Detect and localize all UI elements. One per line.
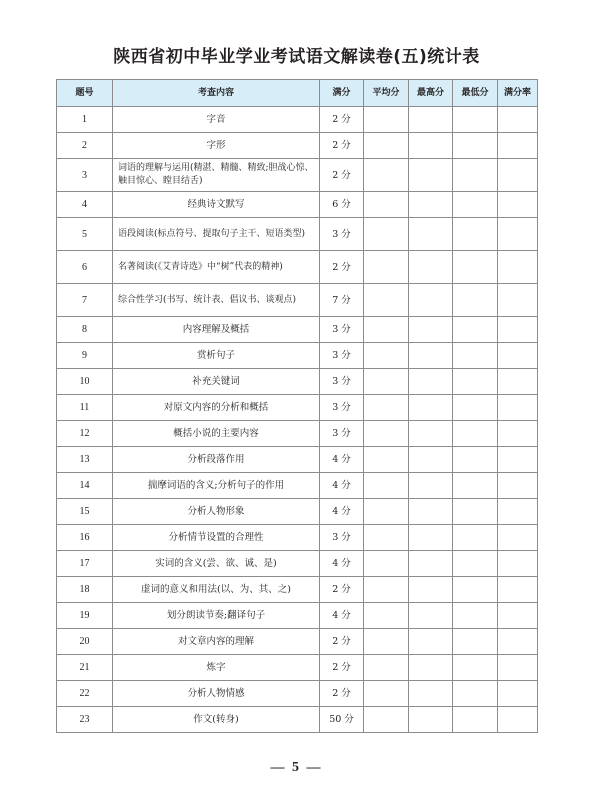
full-score-cell: 3 分 <box>320 317 364 343</box>
lowest-score-cell <box>453 499 498 525</box>
lowest-score-cell <box>453 525 498 551</box>
content-cell: 语段阅读(标点符号、提取句子主干、短语类型) <box>113 218 320 251</box>
content-cell: 内容理解及概括 <box>113 317 320 343</box>
highest-score-cell <box>409 369 453 395</box>
full-score-rate-cell <box>498 107 538 133</box>
full-score-cell: 4 分 <box>320 473 364 499</box>
column-header-number: 题号 <box>57 80 113 107</box>
full-score-cell: 2 分 <box>320 681 364 707</box>
table-row <box>57 159 538 192</box>
lowest-score-cell <box>453 192 498 218</box>
lowest-score-cell <box>453 707 498 733</box>
table-row <box>57 133 538 159</box>
full-score-cell: 4 分 <box>320 499 364 525</box>
table-row <box>57 218 538 251</box>
average-score-cell <box>364 499 409 525</box>
full-score-cell: 3 分 <box>320 218 364 251</box>
question-number-cell: 23 <box>57 707 113 733</box>
page-number: — 5 — <box>270 760 323 775</box>
full-score-cell: 3 分 <box>320 369 364 395</box>
lowest-score-cell <box>453 395 498 421</box>
lowest-score-cell <box>453 629 498 655</box>
full-score-cell: 4 分 <box>320 447 364 473</box>
content-cell: 经典诗文默写 <box>113 192 320 218</box>
lowest-score-cell <box>453 603 498 629</box>
question-number-cell: 6 <box>57 251 113 284</box>
column-header-content: 考查内容 <box>113 80 320 107</box>
question-number-cell: 19 <box>57 603 113 629</box>
full-score-cell: 3 分 <box>320 343 364 369</box>
question-number-cell: 17 <box>57 551 113 577</box>
content-cell: 分析人物形象 <box>113 499 320 525</box>
lowest-score-cell <box>453 655 498 681</box>
full-score-cell: 3 分 <box>320 421 364 447</box>
lowest-score-cell <box>453 284 498 317</box>
lowest-score-cell <box>453 369 498 395</box>
lowest-score-cell <box>453 473 498 499</box>
table-row <box>57 551 538 577</box>
full-score-rate-cell <box>498 284 538 317</box>
average-score-cell <box>364 369 409 395</box>
full-score-cell: 3 分 <box>320 395 364 421</box>
highest-score-cell <box>409 707 453 733</box>
average-score-cell <box>364 577 409 603</box>
table-row <box>57 603 538 629</box>
full-score-cell: 2 分 <box>320 655 364 681</box>
table-row <box>57 655 538 681</box>
full-score-cell: 50 分 <box>320 707 364 733</box>
highest-score-cell <box>409 395 453 421</box>
average-score-cell <box>364 655 409 681</box>
content-cell: 综合性学习(书写、统计表、倡议书、谈观点) <box>113 284 320 317</box>
full-score-rate-cell <box>498 551 538 577</box>
full-score-rate-cell <box>498 343 538 369</box>
highest-score-cell <box>409 473 453 499</box>
highest-score-cell <box>409 603 453 629</box>
average-score-cell <box>364 343 409 369</box>
question-number-cell: 8 <box>57 317 113 343</box>
highest-score-cell <box>409 551 453 577</box>
average-score-cell <box>364 603 409 629</box>
lowest-score-cell <box>453 421 498 447</box>
full-score-cell: 4 分 <box>320 551 364 577</box>
question-number-cell: 9 <box>57 343 113 369</box>
content-cell: 赏析句子 <box>113 343 320 369</box>
lowest-score-cell <box>453 577 498 603</box>
lowest-score-cell <box>453 681 498 707</box>
content-cell: 炼字 <box>113 655 320 681</box>
full-score-rate-cell <box>498 159 538 192</box>
full-score-rate-cell <box>498 473 538 499</box>
table-row <box>57 577 538 603</box>
table-row <box>57 343 538 369</box>
full-score-rate-cell <box>498 251 538 284</box>
table-row <box>57 473 538 499</box>
average-score-cell <box>364 707 409 733</box>
content-cell: 虚词的意义和用法(以、为、其、之) <box>113 577 320 603</box>
full-score-cell: 6 分 <box>320 192 364 218</box>
content-cell: 对文章内容的理解 <box>113 629 320 655</box>
average-score-cell <box>364 681 409 707</box>
full-score-rate-cell <box>498 421 538 447</box>
full-score-rate-cell <box>498 499 538 525</box>
question-number-cell: 1 <box>57 107 113 133</box>
lowest-score-cell <box>453 107 498 133</box>
question-number-cell: 4 <box>57 192 113 218</box>
full-score-cell: 2 分 <box>320 629 364 655</box>
lowest-score-cell <box>453 447 498 473</box>
highest-score-cell <box>409 421 453 447</box>
content-cell: 划分朗读节奏;翻译句子 <box>113 603 320 629</box>
lowest-score-cell <box>453 133 498 159</box>
table-row <box>57 681 538 707</box>
highest-score-cell <box>409 655 453 681</box>
highest-score-cell <box>409 317 453 343</box>
table-header-row <box>57 80 538 107</box>
highest-score-cell <box>409 629 453 655</box>
table-row <box>57 421 538 447</box>
content-cell: 分析情节设置的合理性 <box>113 525 320 551</box>
average-score-cell <box>364 447 409 473</box>
full-score-cell: 2 分 <box>320 107 364 133</box>
table-body <box>57 107 538 733</box>
full-score-rate-cell <box>498 707 538 733</box>
table-row <box>57 395 538 421</box>
question-number-cell: 21 <box>57 655 113 681</box>
table-row <box>57 107 538 133</box>
table-row <box>57 629 538 655</box>
table-row <box>57 284 538 317</box>
highest-score-cell <box>409 107 453 133</box>
statistics-table <box>56 79 538 733</box>
full-score-rate-cell <box>498 525 538 551</box>
column-header-highest: 最高分 <box>409 80 453 107</box>
full-score-rate-cell <box>498 447 538 473</box>
highest-score-cell <box>409 133 453 159</box>
column-header-lowest: 最低分 <box>453 80 498 107</box>
full-score-rate-cell <box>498 192 538 218</box>
lowest-score-cell <box>453 343 498 369</box>
table-row <box>57 525 538 551</box>
content-cell: 词语的理解与运用(精湛、精髓、精致;胆战心惊、触目惊心、瞠目结舌) <box>113 159 320 192</box>
question-number-cell: 3 <box>57 159 113 192</box>
average-score-cell <box>364 395 409 421</box>
full-score-cell: 3 分 <box>320 525 364 551</box>
full-score-rate-cell <box>498 629 538 655</box>
content-cell: 名著阅读(《艾青诗选》中“树”代表的精神) <box>113 251 320 284</box>
average-score-cell <box>364 421 409 447</box>
average-score-cell <box>364 159 409 192</box>
average-score-cell <box>364 251 409 284</box>
question-number-cell: 12 <box>57 421 113 447</box>
highest-score-cell <box>409 577 453 603</box>
average-score-cell <box>364 218 409 251</box>
full-score-rate-cell <box>498 655 538 681</box>
content-cell: 分析人物情感 <box>113 681 320 707</box>
content-cell: 概括小说的主要内容 <box>113 421 320 447</box>
table-row <box>57 192 538 218</box>
lowest-score-cell <box>453 218 498 251</box>
average-score-cell <box>364 284 409 317</box>
highest-score-cell <box>409 251 453 284</box>
question-number-cell: 7 <box>57 284 113 317</box>
highest-score-cell <box>409 218 453 251</box>
content-cell: 字形 <box>113 133 320 159</box>
full-score-rate-cell <box>498 603 538 629</box>
full-score-cell: 2 分 <box>320 133 364 159</box>
average-score-cell <box>364 192 409 218</box>
table-row <box>57 251 538 284</box>
question-number-cell: 22 <box>57 681 113 707</box>
full-score-cell: 7 分 <box>320 284 364 317</box>
question-number-cell: 2 <box>57 133 113 159</box>
lowest-score-cell <box>453 159 498 192</box>
full-score-rate-cell <box>498 577 538 603</box>
question-number-cell: 20 <box>57 629 113 655</box>
content-cell: 实词的含义(尝、欲、诚、是) <box>113 551 320 577</box>
full-score-cell: 4 分 <box>320 603 364 629</box>
highest-score-cell <box>409 192 453 218</box>
content-cell: 补充关键词 <box>113 369 320 395</box>
content-cell: 分析段落作用 <box>113 447 320 473</box>
full-score-rate-cell <box>498 317 538 343</box>
question-number-cell: 15 <box>57 499 113 525</box>
average-score-cell <box>364 133 409 159</box>
full-score-cell: 2 分 <box>320 577 364 603</box>
full-score-rate-cell <box>498 395 538 421</box>
content-cell: 对原文内容的分析和概括 <box>113 395 320 421</box>
average-score-cell <box>364 107 409 133</box>
highest-score-cell <box>409 681 453 707</box>
highest-score-cell <box>409 525 453 551</box>
average-score-cell <box>364 473 409 499</box>
table-row <box>57 707 538 733</box>
lowest-score-cell <box>453 317 498 343</box>
full-score-cell: 2 分 <box>320 251 364 284</box>
average-score-cell <box>364 629 409 655</box>
question-number-cell: 13 <box>57 447 113 473</box>
table-row <box>57 447 538 473</box>
content-cell: 作文(转身) <box>113 707 320 733</box>
full-score-rate-cell <box>498 681 538 707</box>
average-score-cell <box>364 551 409 577</box>
full-score-rate-cell <box>498 218 538 251</box>
content-cell: 字音 <box>113 107 320 133</box>
column-header-average: 平均分 <box>364 80 409 107</box>
question-number-cell: 14 <box>57 473 113 499</box>
table-row <box>57 369 538 395</box>
full-score-rate-cell <box>498 369 538 395</box>
highest-score-cell <box>409 447 453 473</box>
lowest-score-cell <box>453 551 498 577</box>
highest-score-cell <box>409 499 453 525</box>
table-row <box>57 499 538 525</box>
highest-score-cell <box>409 284 453 317</box>
lowest-score-cell <box>453 251 498 284</box>
question-number-cell: 5 <box>57 218 113 251</box>
column-header-full-rate: 满分率 <box>498 80 538 107</box>
full-score-cell: 2 分 <box>320 159 364 192</box>
average-score-cell <box>364 525 409 551</box>
table-row <box>57 317 538 343</box>
content-cell: 揣摩词语的含义;分析句子的作用 <box>113 473 320 499</box>
question-number-cell: 11 <box>57 395 113 421</box>
question-number-cell: 16 <box>57 525 113 551</box>
average-score-cell <box>364 317 409 343</box>
question-number-cell: 10 <box>57 369 113 395</box>
highest-score-cell <box>409 343 453 369</box>
highest-score-cell <box>409 159 453 192</box>
full-score-rate-cell <box>498 133 538 159</box>
question-number-cell: 18 <box>57 577 113 603</box>
page-title: 陕西省初中毕业学业考试语文解读卷(五)统计表 <box>113 47 480 67</box>
column-header-full-score: 满分 <box>320 80 364 107</box>
